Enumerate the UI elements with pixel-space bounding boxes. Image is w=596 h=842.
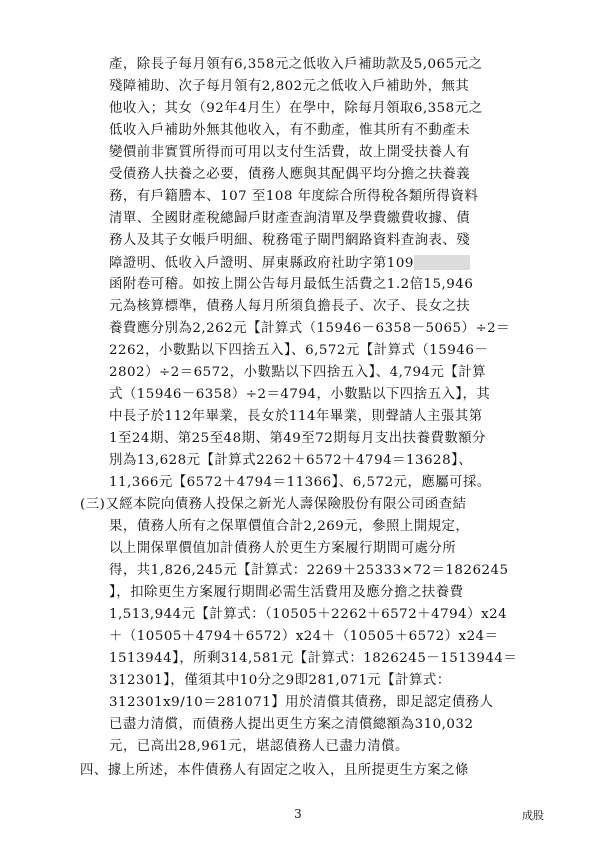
text-line: 他收入；其女（92年4月生）在學中，除每月領取6,358元之 [109, 101, 483, 116]
text-line: 得，共1,826,245元【計算式：2269＋25333×72＝1826245 [109, 563, 509, 578]
text-line: 中長子於112年畢業，長女於114年畢業，則聲請人主張其第 [109, 409, 483, 424]
text-line: 養費應分別為2,262元【計算式（15946－6358－5065）÷2＝ [109, 321, 511, 336]
text-line: 已盡力清償，而債務人提出更生方案之清償總額為310,032 [109, 717, 474, 732]
text-line: 元，已高出28,961元，堪認債務人已盡力清償。 [109, 739, 409, 754]
division-stamp: 成股 [522, 809, 544, 822]
text-line: 312301x9/10＝281071】用於清償其債務，即足認定債務人 [109, 695, 494, 710]
text-line: 式（15946－6358）÷2＝4794，小數點以下四捨五入】，其 [109, 387, 491, 402]
text-line: 別為13,628元【計算式2262＋6572＋4794＝13628】、 [109, 453, 473, 468]
text-line: 產，除長子每月領有6,358元之低收入戶補助款及5,065元之 [109, 57, 483, 72]
text-line: 務，有戶籍謄本、107 至108 年度綜合所得稅各類所得資料 [109, 189, 479, 204]
redaction-box [414, 255, 470, 270]
text-line: 以上開保單價值加計債務人於更生方案履行期間可處分所 [109, 541, 457, 556]
text-line: 】，扣除更生方案履行期間必需生活費用及應分擔之扶養費 [109, 585, 464, 600]
text-line: 果，債務人所有之保單價值合計2,269元，參照上開規定， [109, 519, 470, 534]
text-line: 低收入戶補助外無其他收入，有不動產，惟其所有不動產未 [109, 123, 471, 138]
text-line: 11,366元【6572＋4794＝11366】、6,572元，應屬可採。 [109, 475, 491, 490]
text-line: 元為核算標準，債務人每月所須負擔長子、次子、長女之扶 [109, 299, 471, 314]
text-line-content: 障證明、低收入戶證明、屏東縣政府社助字第109 [109, 256, 414, 271]
text-line: 殘障補助、次子每月領有2,802元之低收入戶補助外，無其 [109, 79, 470, 94]
text-line: 2802）÷2＝6572，小數點以下四捨五入】、4,794元【計算 [109, 365, 487, 380]
page-number: 3 [294, 807, 302, 821]
text-line: 1513944】，所剩314,581元【計算式：1826245－1513944＝ [109, 651, 518, 666]
text-line [109, 255, 470, 272]
text-line: 1至24期、第25至48期、第49至72期每月支出扶養費數額分 [109, 431, 487, 446]
section-heading-line: 四、據上所述，本件債務人有固定之收入，且所提更生方案之條 [80, 763, 469, 778]
text-line: 務人及其子女帳戶明細、稅務電子閘門網路資料查詢表、殘 [109, 233, 471, 248]
text-line: 312301】，僅須其中10分之9即281,071元【計算式： [109, 673, 451, 688]
text-line: 2262，小數點以下四捨五入】、6,572元【計算式（15946－ [109, 343, 489, 358]
text-line: ＋（10505＋4794＋6572）x24＋（10505＋6572）x24＝ [109, 629, 499, 644]
text-line: 函附卷可稽。如按上開公告每月最低生活費之1.2倍15,946 [109, 277, 474, 292]
text-line: 變價前非實質所得而可用以支付生活費，故上開受扶養人有 [109, 145, 471, 160]
text-line: 受債務人扶養之必要，債務人應與其配偶平均分擔之扶養義 [109, 167, 471, 182]
section-heading-line: (三)又經本院向債務人投保之新光人壽保險股份有限公司函查結 [80, 497, 467, 512]
text-line: 1,513,944元【計算式：（10505＋2262＋6572＋4794）x24 [109, 607, 508, 622]
text-line: 清單、全國財產稅總歸戶財產查詢清單及學費繳費收據、債 [109, 211, 471, 226]
